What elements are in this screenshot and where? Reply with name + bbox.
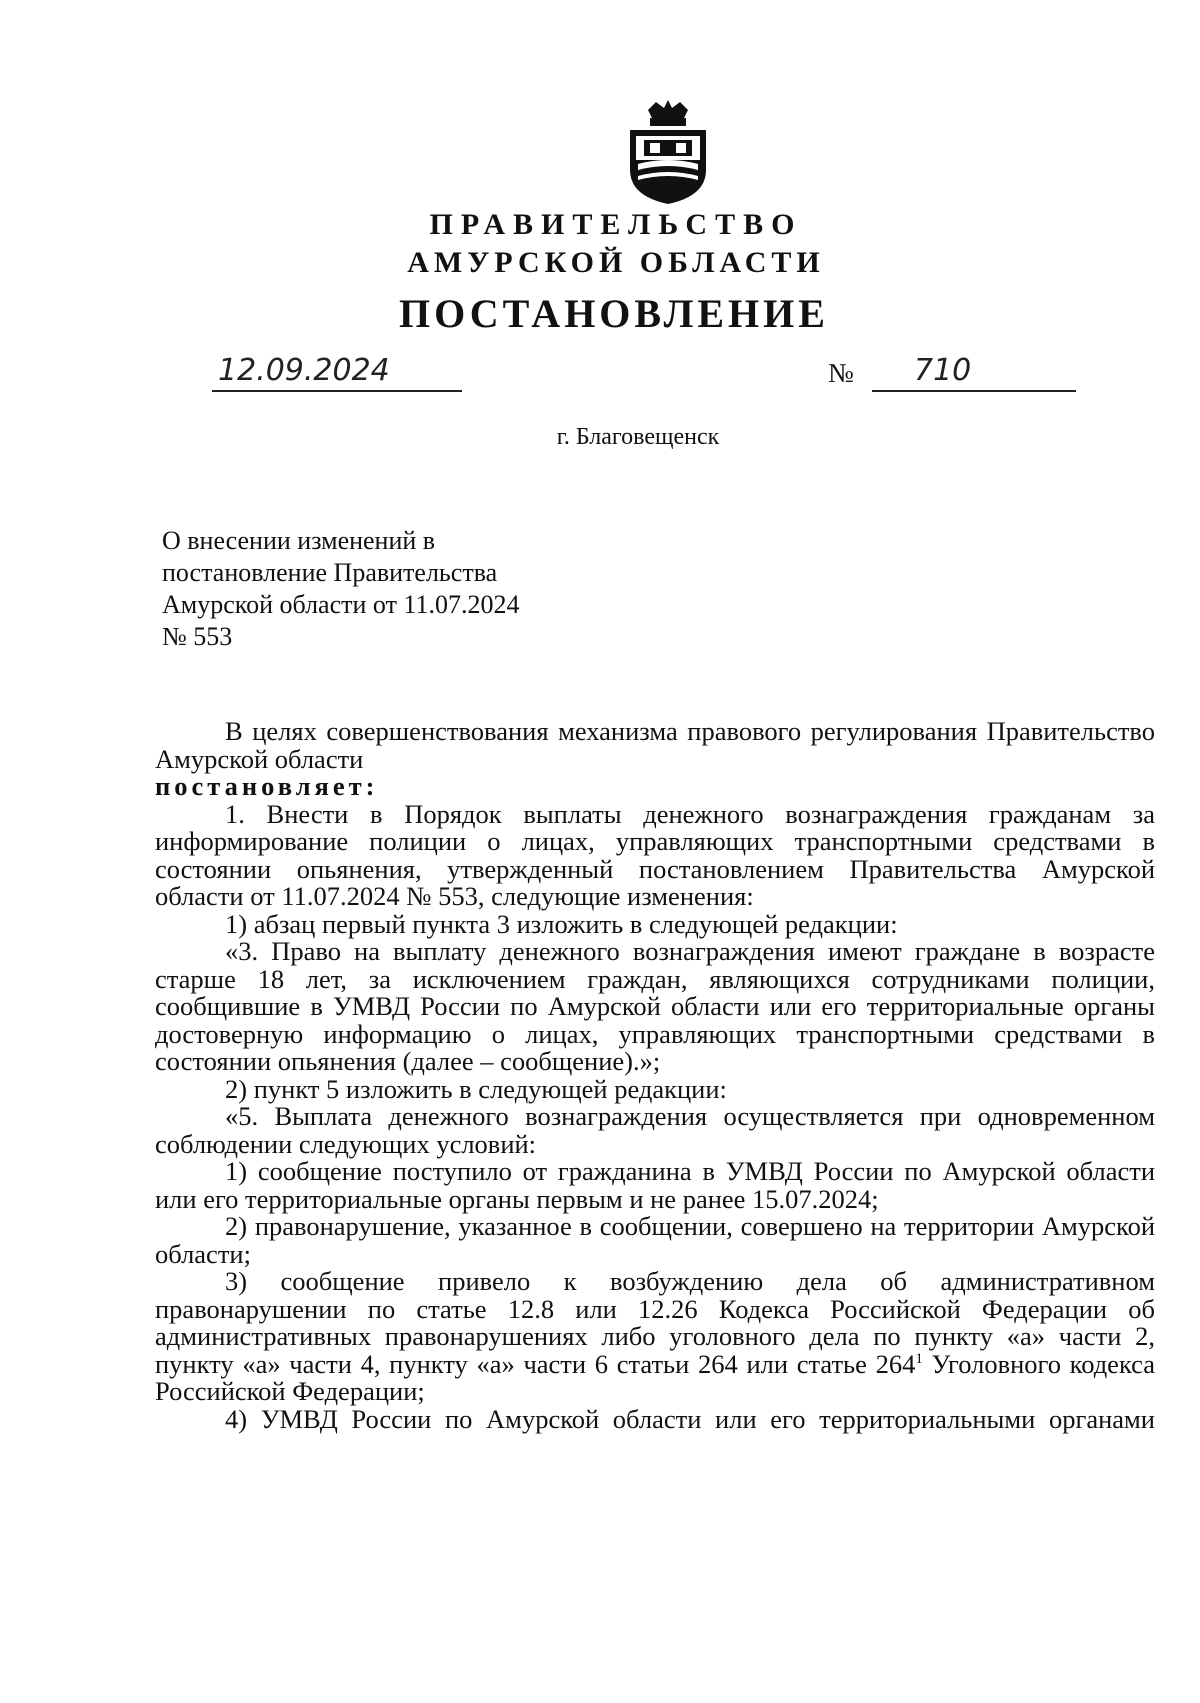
paragraph: 2) пункт 5 изложить в следующей редакции: xyxy=(225,1073,727,1104)
region-title: АМУРСКОЙ ОБЛАСТИ xyxy=(407,246,825,279)
preamble: В целях совершенствования механизма правового регулирования Правительство Амурской области xyxy=(155,716,1155,774)
paragraph: 4) УМВД России по Амурской области или его территориальными органами xyxy=(225,1403,1155,1434)
handwritten-date: 12.09.2024 xyxy=(218,353,390,388)
number-field xyxy=(872,354,1076,392)
decrees-word: постановляет: xyxy=(155,771,379,801)
paragraph: 3) сообщение привело к возбуждению дела об административном правонарушении по статье 12.8 или 12.26 Кодекса Российской Федерации об административных правонарушениях либо уголовного дела по пункту «а» части 2, пункту «а» части 4, пункту «а» части 6 статьи 264 или статье $264^1$ Уголовного кодекса Российской Федерации; xyxy=(155,1266,1155,1406)
city: г. Благовещенск xyxy=(556,424,720,450)
paragraph: 1) абзац первый пункта 3 изложить в следующей редакции: xyxy=(225,908,898,939)
number-label: № xyxy=(828,358,854,388)
subject-line: О внесении изменений в xyxy=(162,526,436,555)
government-title: ПРАВИТЕЛЬСТВО xyxy=(429,208,803,241)
paragraph: 1. Внести в Порядок выплаты денежного вознаграждения гражданам за информирование полиции о лицах, управляющих транспортными средствами в состоянии опьянения, утвержденный постановлением Правительства Амурской области от 11.07.2024 № 553, следующие изменения: xyxy=(155,798,1155,911)
subject-line: постановление Правительства xyxy=(162,558,498,587)
subject-line: № 553 xyxy=(162,622,233,651)
paragraph: 1) сообщение поступило от гражданина в УМВД России по Амурской области или его территориальные органы первым и не ранее 15.07.2024; xyxy=(155,1156,1155,1214)
subject-line: Амурской области от 11.07.2024 xyxy=(162,590,520,619)
document-type: ПОСТАНОВЛЕНИЕ xyxy=(399,291,829,336)
paragraph: «5. Выплата денежного вознаграждения осуществляется при одновременном соблюдении следующих условий: xyxy=(155,1101,1155,1159)
document-body xyxy=(155,718,1155,1433)
date-field xyxy=(212,354,462,392)
paragraph: «3. Право на выплату денежного вознаграждения имеют граждане в возрасте старше 18 лет, за исключением граждан, являющихся сотрудниками полиции, сообщившие в УМВД России по Амурской области или его территориальные органы достоверную информацию о лицах, управляющих транспортными средствами в состоянии опьянения (далее – сообщение).»; xyxy=(155,936,1155,1076)
handwritten-number: 710 xyxy=(914,353,972,388)
coat-of-arms-icon xyxy=(626,100,710,204)
document-subject xyxy=(162,525,519,653)
paragraph: 2) правонарушение, указанное в сообщении, совершено на территории Амурской области; xyxy=(155,1211,1155,1269)
